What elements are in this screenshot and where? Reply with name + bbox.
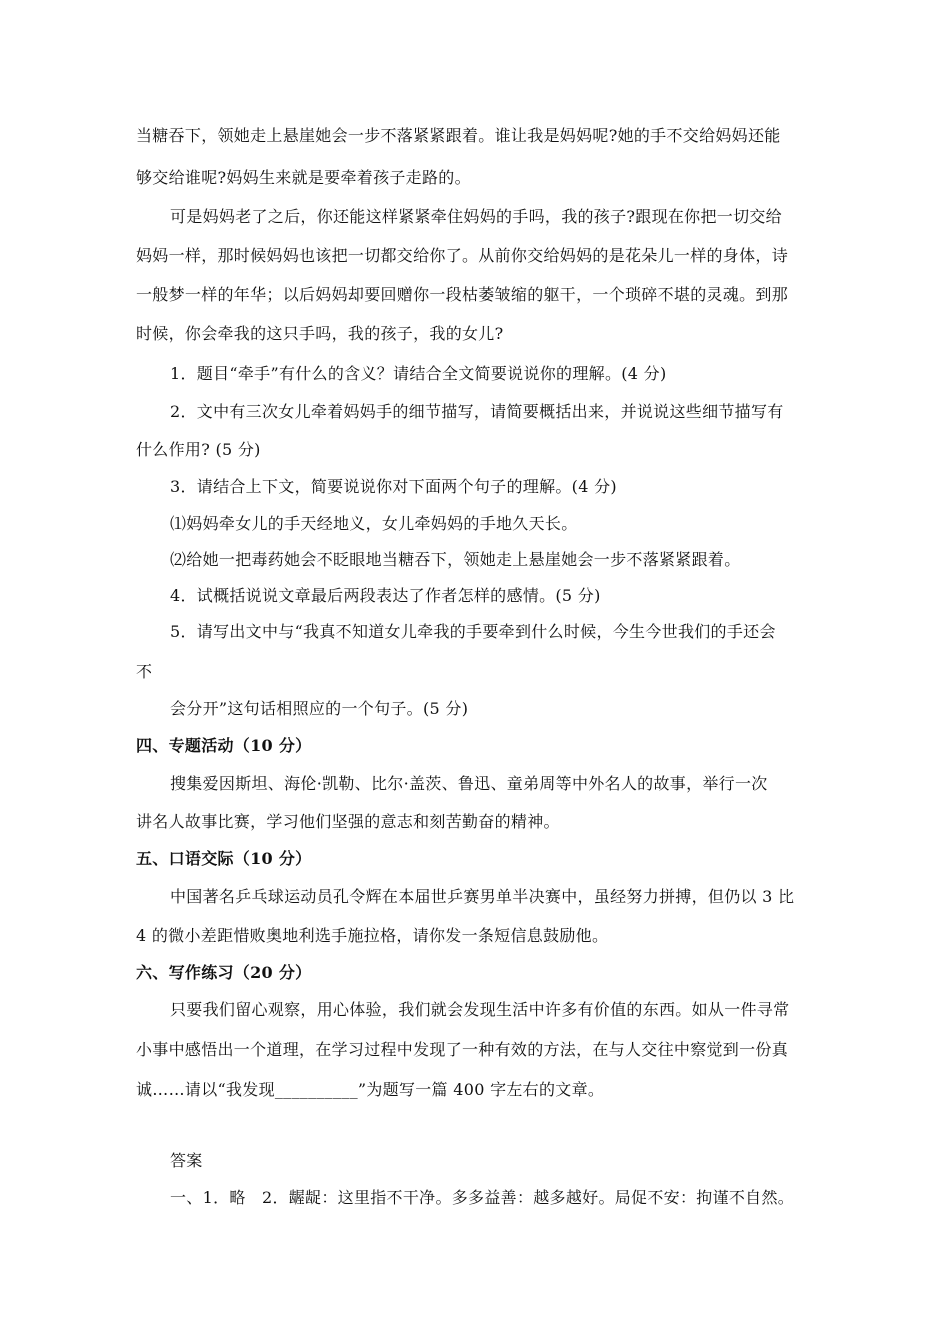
question-5-cont: 不 (136, 662, 153, 681)
question-1: 1．题目“牵手”有什么的含义？请结合全文简要说说你的理解。(4 分) (170, 364, 667, 383)
section-6-text: 只要我们留心观察，用心体验，我们就会发现生活中许多有价值的东西。如从一件寻常 (170, 1000, 790, 1019)
answers-heading: 答案 (170, 1151, 203, 1170)
section-6-heading: 六、写作练习（20 分） (136, 963, 312, 982)
section-5-text: 4 的微小差距惜败奥地利选手施拉格，请你发一条短信息鼓励他。 (136, 926, 609, 945)
question-2-cont: 什么作用? (5 分) (136, 440, 261, 459)
section-5-heading: 五、口语交际（10 分） (136, 849, 312, 868)
passage-line: 一般梦一样的年华；以后妈妈却要回赠你一段枯萎皱缩的躯干，一个琐碎不堪的灵魂。到那 (136, 285, 789, 304)
answers-line: 一、1．略 2．龌龊：这里指不干净。多多益善：越多越好。局促不安：拘谨不自然。 (170, 1188, 795, 1207)
section-6-text: 诚……请以“我发现__________”为题写一篇 400 字左右的文章。 (136, 1080, 605, 1099)
section-4-text: 讲名人故事比赛，学习他们坚强的意志和刻苦勤奋的精神。 (136, 812, 560, 831)
passage-line: 当糖吞下，领她走上悬崖她会一步不落紧紧跟着。谁让我是妈妈呢?她的手不交给妈妈还能 (136, 126, 781, 145)
section-5-text: 中国著名乒乓球运动员孔令辉在本届世乒赛男单半决赛中，虽经努力拼搏，但仍以 3 比 (170, 887, 795, 906)
question-5-cont: 会分开”这句话相照应的一个句子。(5 分) (170, 699, 469, 718)
section-4-heading: 四、专题活动（10 分） (136, 736, 312, 755)
question-3-sentence-1: ⑴妈妈牵女儿的手天经地义，女儿牵妈妈的手地久天长。 (170, 514, 578, 533)
section-4-text: 搜集爱因斯坦、海伦·凯勒、比尔·盖茨、鲁迅、童弟周等中外名人的故事，举行一次 (170, 774, 768, 793)
passage-line: 可是妈妈老了之后，你还能这样紧紧牵住妈妈的手吗，我的孩子?跟现在你把一切交给 (170, 207, 782, 226)
question-4: 4．试概括说说文章最后两段表达了作者怎样的感情。(5 分) (170, 586, 601, 605)
question-3: 3．请结合上下文，简要说说你对下面两个句子的理解。(4 分) (170, 477, 617, 496)
passage-line: 时候，你会牵我的这只手吗，我的孩子，我的女儿? (136, 324, 504, 343)
passage-line: 够交给谁呢?妈妈生来就是要牵着孩子走路的。 (136, 168, 471, 187)
question-2: 2．文中有三次女儿牵着妈妈手的细节描写，请简要概括出来，并说说这些细节描写有 (170, 402, 784, 421)
question-5: 5．请写出文中与“我真不知道女儿牵我的手要牵到什么时候，今生今世我们的手还会 (170, 622, 776, 641)
question-3-sentence-2: ⑵给她一把毒药她会不眨眼地当糖吞下，领她走上悬崖她会一步不落紧紧跟着。 (170, 550, 741, 569)
passage-line: 妈妈一样，那时候妈妈也该把一切都交给你了。从前你交给妈妈的是花朵儿一样的身体，诗 (136, 246, 789, 265)
section-6-text: 小事中感悟出一个道理，在学习过程中发现了一种有效的方法，在与人交往中察觉到一份真 (136, 1040, 789, 1059)
